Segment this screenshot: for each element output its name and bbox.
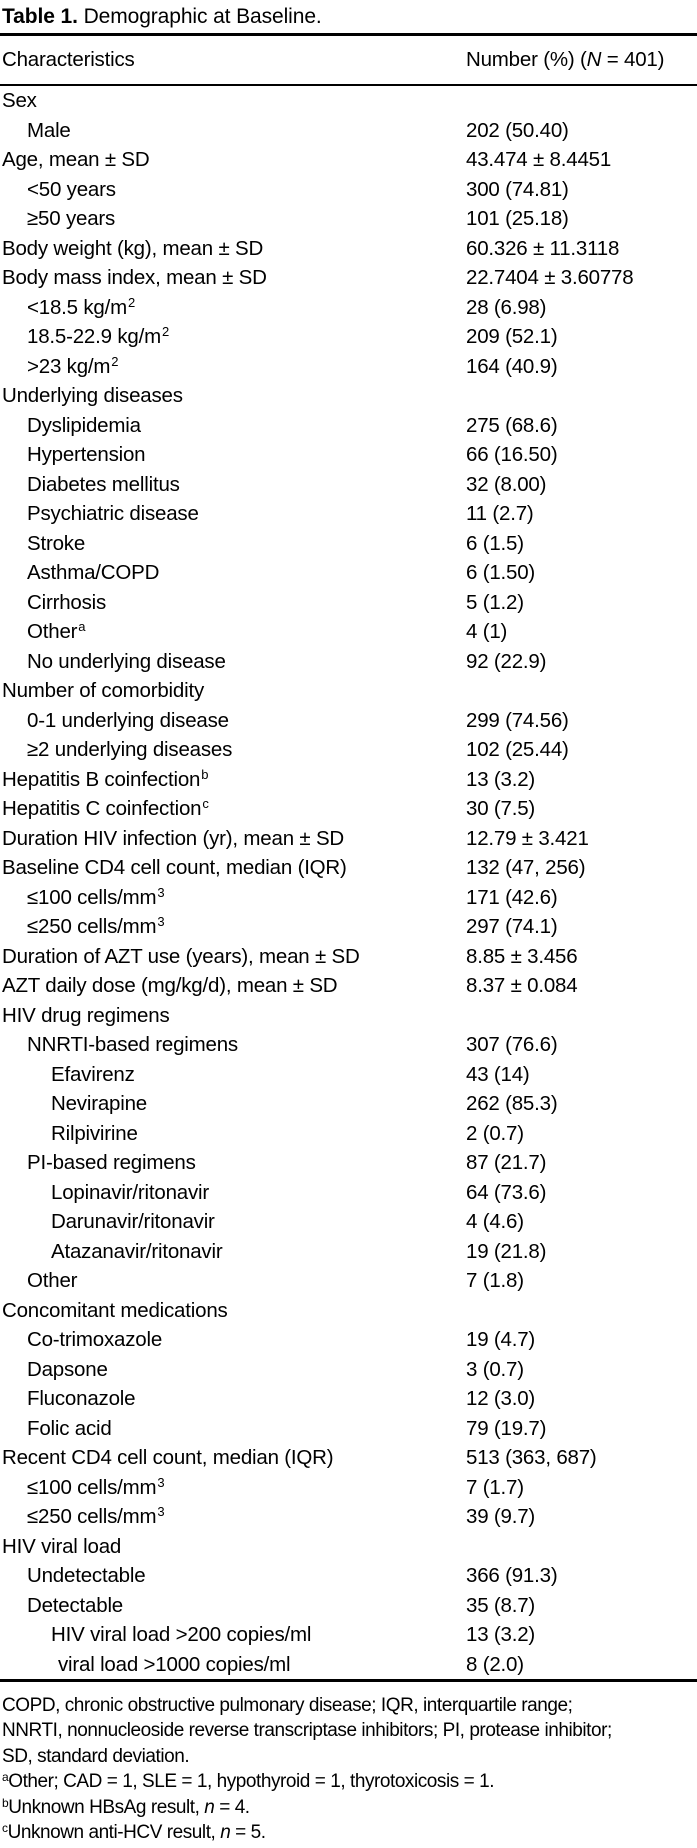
row-label (0, 1443, 466, 1473)
row-label (0, 853, 466, 883)
row-label-text: Baseline CD4 cell count, median (IQR) (2, 856, 347, 879)
row-value: 3 (0.7) (466, 1357, 524, 1381)
row-label-text: Sex (2, 89, 37, 112)
footnote-text-after: = 4. (214, 1796, 250, 1818)
row-label-text: No underlying disease (27, 649, 226, 673)
row-label (0, 912, 466, 942)
row-value: 79 (19.7) (466, 1416, 547, 1440)
table-row (0, 1325, 697, 1355)
table-header-row (0, 36, 697, 84)
table-row (0, 293, 697, 323)
table-row (0, 381, 697, 411)
row-value: 64 (73.6) (466, 1180, 547, 1204)
row-value: 43.474 ± 8.4451 (466, 148, 612, 171)
row-label (0, 588, 466, 618)
row-value: 297 (74.1) (466, 915, 558, 938)
row-label (0, 1207, 466, 1237)
row-value: 19 (21.8) (466, 1239, 547, 1263)
row-value: 275 (68.6) (466, 413, 558, 437)
row-label (0, 1178, 466, 1208)
row-label (0, 322, 466, 352)
table-row (0, 853, 697, 883)
row-label-text: Folic acid (27, 1416, 112, 1440)
table-row (0, 647, 697, 677)
table-title-text: Demographic at Baseline. (77, 5, 322, 28)
row-label (0, 1060, 466, 1090)
row-label-text: Fluconazole (27, 1387, 136, 1410)
table-row (0, 234, 697, 264)
table-row (0, 1296, 697, 1326)
table-row (0, 86, 697, 116)
row-label (0, 263, 466, 293)
row-label (0, 1001, 466, 1031)
row-label (0, 1148, 466, 1178)
table-row (0, 1561, 697, 1591)
row-label-text: Underlying diseases (2, 384, 183, 407)
row-value: 8.37 ± 0.084 (466, 974, 578, 997)
footnotes (0, 1682, 697, 1845)
row-value: 11 (2.7) (466, 502, 534, 525)
table-row (0, 1384, 697, 1414)
row-label-text: <50 years (27, 177, 116, 201)
row-value (466, 1532, 697, 1562)
row-label (0, 883, 466, 913)
row-label-superscript: 3 (157, 1474, 165, 1490)
row-label (0, 204, 466, 234)
row-label-superscript: b (201, 766, 209, 782)
row-value: 209 (52.1) (466, 325, 558, 348)
footnote-text: Unknown HBsAg result, (8, 1796, 205, 1818)
footnote-italic-n: n (220, 1822, 231, 1844)
row-label-text: HIV viral load (2, 1534, 122, 1558)
row-value: 12.79 ± 3.421 (466, 826, 589, 850)
row-label-text: Dyslipidemia (27, 413, 141, 437)
row-label (0, 1237, 466, 1267)
row-label (0, 86, 466, 116)
row-value: 164 (40.9) (466, 354, 558, 378)
table-row (0, 883, 697, 913)
table-row (0, 529, 697, 559)
table-row (0, 676, 697, 706)
row-label-text: HIV viral load >200 copies/ml (51, 1623, 312, 1646)
row-label-text: HIV drug regimens (2, 1003, 170, 1027)
table-row (0, 204, 697, 234)
row-value: 22.7404 ± 3.60778 (466, 266, 634, 289)
row-label-text: Concomitant medications (2, 1298, 228, 1322)
row-label (0, 116, 466, 146)
row-label-text: ≤250 cells/mm (27, 1505, 157, 1528)
table-row (0, 971, 697, 1001)
row-value: 202 (50.40) (466, 118, 569, 142)
row-label-superscript: a (78, 619, 86, 634)
table-row (0, 824, 697, 854)
row-label-text: Hypertension (27, 443, 146, 466)
row-label (0, 1119, 466, 1149)
row-value: 13 (3.2) (466, 767, 536, 791)
row-label-text: Male (27, 118, 71, 142)
table-title-number: Table 1. (2, 5, 78, 28)
row-label (0, 942, 466, 972)
row-value: 300 (74.81) (466, 177, 569, 201)
row-label-text: Co-trimoxazole (27, 1328, 163, 1351)
table-row (0, 1473, 697, 1503)
row-label (0, 440, 466, 470)
row-label (0, 1266, 466, 1296)
row-label (0, 1532, 466, 1562)
row-label-superscript: 3 (157, 1504, 165, 1519)
row-label-text: Body weight (kg), mean ± SD (2, 236, 264, 260)
row-label (0, 175, 466, 205)
table-row (0, 1443, 697, 1473)
row-label (0, 1296, 466, 1326)
row-label (0, 1650, 466, 1680)
row-label (0, 293, 466, 323)
row-label-text: ≥2 underlying diseases (27, 738, 233, 761)
row-label-text: NNRTI-based regimens (27, 1033, 238, 1056)
table-row (0, 1266, 697, 1296)
table-row (0, 735, 697, 765)
table-row (0, 1148, 697, 1178)
row-label (0, 352, 466, 382)
row-label (0, 1591, 466, 1621)
row-label (0, 735, 466, 765)
table-row (0, 1414, 697, 1444)
row-value: 19 (4.7) (466, 1328, 536, 1351)
row-label-text: Other (27, 620, 78, 643)
row-value: 12 (3.0) (466, 1387, 536, 1410)
footnote-line (2, 1744, 695, 1769)
footnote-superscript: a (2, 1770, 9, 1785)
table-row (0, 440, 697, 470)
row-label-text: Other (27, 1269, 78, 1292)
row-label (0, 1620, 466, 1650)
row-value: 101 (25.18) (466, 207, 569, 230)
row-value: 7 (1.7) (466, 1475, 524, 1499)
table-row (0, 1532, 697, 1562)
row-label (0, 1030, 466, 1060)
row-value: 43 (14) (466, 1062, 530, 1086)
row-label-superscript: 2 (161, 324, 169, 339)
row-value: 299 (74.56) (466, 708, 569, 732)
row-label (0, 1384, 466, 1414)
row-label-text: Duration of AZT use (years), mean ± SD (2, 944, 360, 968)
footnote-text-after: = 5. (230, 1822, 266, 1844)
footnote-line (2, 1820, 695, 1845)
row-label-text: Nevirapine (51, 1092, 147, 1115)
row-value: 13 (3.2) (466, 1623, 536, 1646)
table-row (0, 794, 697, 824)
row-value (466, 86, 697, 116)
row-label (0, 617, 466, 647)
table-row (0, 116, 697, 146)
footnote-text: Other; CAD = 1, SLE = 1, hypothyroid = 1, thyrotoxicosis = 1. (8, 1771, 495, 1793)
column-header-number (466, 48, 697, 72)
row-label (0, 234, 466, 264)
row-label-text: ≤100 cells/mm (27, 1475, 157, 1499)
row-value: 30 (7.5) (466, 797, 536, 820)
footnote-superscript: b (2, 1795, 9, 1810)
row-label (0, 765, 466, 795)
row-label (0, 647, 466, 677)
row-value (466, 381, 697, 411)
row-label-superscript: 3 (157, 914, 165, 929)
row-value (466, 1001, 697, 1031)
row-value: 8.85 ± 3.456 (466, 944, 578, 968)
table-row (0, 1119, 697, 1149)
row-label-text: ≥50 years (27, 207, 116, 230)
table-row (0, 470, 697, 500)
table-row (0, 175, 697, 205)
row-value: 28 (6.98) (466, 295, 547, 319)
row-label (0, 794, 466, 824)
row-label-text: Undetectable (27, 1564, 146, 1587)
table-row (0, 1620, 697, 1650)
row-label-text: <18.5 kg/m (27, 295, 127, 319)
footnote-line (2, 1769, 695, 1794)
table-row (0, 1178, 697, 1208)
footnote-text: NNRTI, nonnucleoside reverse transcriptase inhibitors; PI, protease inhibitor; (2, 1720, 612, 1742)
row-label (0, 1325, 466, 1355)
row-label-superscript: 2 (128, 294, 136, 310)
row-value: 513 (363, 687) (466, 1446, 597, 1469)
row-value: 7 (1.8) (466, 1269, 524, 1292)
row-label-text: Number of comorbidity (2, 679, 205, 702)
row-label-text: Dapsone (27, 1357, 108, 1381)
row-label-superscript: c (202, 796, 209, 811)
footnote-line (2, 1693, 695, 1718)
row-value: 132 (47, 256) (466, 856, 586, 879)
table-body (0, 86, 697, 1679)
table-row (0, 352, 697, 382)
row-label-superscript: 3 (157, 884, 165, 900)
row-label-text: Atazanavir/ritonavir (51, 1239, 223, 1263)
table-row (0, 1355, 697, 1385)
table-row (0, 1502, 697, 1532)
table-row (0, 499, 697, 529)
footnote-text: Unknown anti-HCV result, (7, 1822, 221, 1844)
table-row (0, 1001, 697, 1031)
table-title (0, 0, 697, 29)
row-value: 2 (0.7) (466, 1121, 524, 1145)
row-value: 60.326 ± 11.3118 (466, 236, 620, 260)
table-row (0, 1650, 697, 1680)
row-value: 307 (76.6) (466, 1033, 558, 1056)
row-label-text: Stroke (27, 531, 86, 555)
row-label-text: ≤100 cells/mm (27, 885, 157, 909)
row-value: 6 (1.5) (466, 531, 524, 555)
column-header-characteristics: Characteristics (2, 48, 135, 71)
row-label-text: Hepatitis B coinfection (2, 767, 201, 791)
row-label (0, 499, 466, 529)
row-label-text: Darunavir/ritonavir (51, 1210, 215, 1233)
footnote-italic-n: n (204, 1796, 215, 1818)
row-label-text: PI-based regimens (27, 1151, 196, 1174)
row-value: 5 (1.2) (466, 590, 524, 614)
table-row (0, 1060, 697, 1090)
footnote-line (2, 1718, 695, 1743)
row-label-text: 18.5-22.9 kg/m (27, 325, 161, 348)
row-value: 66 (16.50) (466, 443, 558, 466)
row-label-text: Duration HIV infection (yr), mean ± SD (2, 826, 345, 850)
row-label (0, 1414, 466, 1444)
row-label (0, 145, 466, 175)
row-label (0, 1561, 466, 1591)
table-row (0, 1591, 697, 1621)
footnote-text: SD, standard deviation. (2, 1745, 190, 1767)
footnote-superscript: c (2, 1821, 8, 1836)
table-row (0, 912, 697, 942)
column-header-number-pre: Number (%) ( (466, 48, 587, 71)
row-value: 8 (2.0) (466, 1652, 524, 1676)
row-value: 87 (21.7) (466, 1151, 547, 1174)
row-label (0, 1473, 466, 1503)
table-row (0, 1237, 697, 1267)
row-label-text: >23 kg/m (27, 354, 111, 378)
table-row (0, 1030, 697, 1060)
row-label (0, 676, 466, 706)
row-value: 4 (4.6) (466, 1210, 524, 1233)
row-value (466, 676, 697, 706)
column-header-number-n: N (586, 48, 602, 71)
table-row (0, 765, 697, 795)
row-value: 262 (85.3) (466, 1092, 558, 1115)
row-label-superscript: 2 (111, 353, 119, 369)
row-value: 102 (25.44) (466, 738, 569, 761)
table-row (0, 322, 697, 352)
row-label-text: Recent CD4 cell count, median (IQR) (2, 1446, 334, 1469)
table-row (0, 617, 697, 647)
row-label-text: Detectable (27, 1593, 124, 1617)
row-label-text: AZT daily dose (mg/kg/d), mean ± SD (2, 974, 338, 997)
row-label-text: Hepatitis C coinfection (2, 797, 202, 820)
row-label-text: Asthma/COPD (27, 561, 160, 584)
row-value: 39 (9.7) (466, 1505, 536, 1528)
table-row (0, 706, 697, 736)
footnote-line (2, 1795, 695, 1820)
row-label-text: Efavirenz (51, 1062, 135, 1086)
row-label (0, 706, 466, 736)
table-row (0, 558, 697, 588)
column-header-number-post: = 401) (601, 48, 665, 71)
table-row (0, 145, 697, 175)
row-value: 35 (8.7) (466, 1593, 536, 1617)
row-label (0, 470, 466, 500)
footnote-text: COPD, chronic obstructive pulmonary disease; IQR, interquartile range; (2, 1695, 573, 1716)
row-label-text: Psychiatric disease (27, 502, 199, 525)
row-label (0, 558, 466, 588)
row-label-text: Body mass index, mean ± SD (2, 266, 267, 289)
row-value: 4 (1) (466, 620, 508, 643)
row-label (0, 411, 466, 441)
table-row (0, 263, 697, 293)
table-row (0, 411, 697, 441)
row-label (0, 381, 466, 411)
row-label-text: Diabetes mellitus (27, 472, 180, 496)
row-label (0, 1355, 466, 1385)
row-label (0, 824, 466, 854)
row-value: 171 (42.6) (466, 885, 558, 909)
table-row (0, 588, 697, 618)
table-row (0, 942, 697, 972)
row-value: 92 (22.9) (466, 649, 547, 673)
row-label (0, 529, 466, 559)
row-label-text: 0-1 underlying disease (27, 708, 229, 732)
row-label-text: Rilpivirine (51, 1121, 138, 1145)
row-label-text: Lopinavir/ritonavir (51, 1180, 209, 1204)
row-label-text: viral load >1000 copies/ml (58, 1652, 291, 1676)
row-label (0, 971, 466, 1001)
row-value: 366 (91.3) (466, 1564, 558, 1587)
row-value: 32 (8.00) (466, 472, 547, 496)
row-label (0, 1502, 466, 1532)
row-label (0, 1089, 466, 1119)
row-value (466, 1296, 697, 1326)
row-label-text: ≤250 cells/mm (27, 915, 157, 938)
table-row (0, 1089, 697, 1119)
row-value: 6 (1.50) (466, 561, 536, 584)
row-label-text: Cirrhosis (27, 590, 107, 614)
row-label-text: Age, mean ± SD (2, 148, 150, 171)
table-row (0, 1207, 697, 1237)
